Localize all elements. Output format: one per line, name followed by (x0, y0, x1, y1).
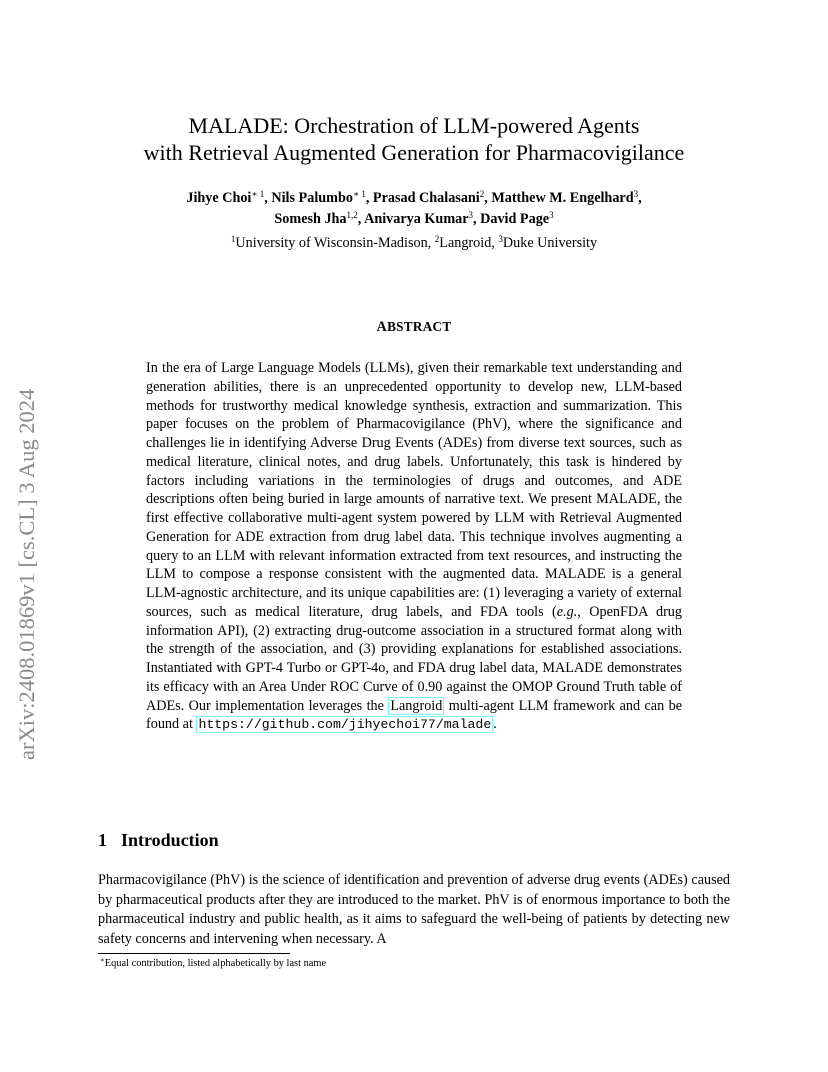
paper-title (100, 112, 728, 166)
author: Jihye Choi$^{∗ 1}$, (186, 189, 272, 206)
langroid-link[interactable]: Langroid (390, 697, 443, 714)
author: Somesh Jha$^{1,2}$, (274, 210, 365, 227)
abstract-heading: ABSTRACT (376, 319, 452, 335)
introduction-paragraph: Pharmacovigilance (PhV) is the science of identification and prevention of adverse drug events (ADEs) caused by pharmaceutical products after they are introduced to the market. PhV is of enormous importance to both the pharmaceutical industry and public health, as it aims to safeguard the well-being of patients by detecting new safety concerns and intervening when necessary. A (98, 872, 730, 947)
arxiv-identifier: arXiv:2408.01869v1 [cs.CL] 3 Aug 2024 (14, 388, 39, 760)
author-list (100, 188, 728, 230)
title-line-2: with Retrieval Augmented Generation for Pharmacovigilance (143, 140, 685, 165)
author: Prasad Chalasani$^2$, (372, 189, 492, 206)
author: David Page$^3$ (480, 210, 554, 227)
github-url-link[interactable]: https://github.com/jihyechoi77/malade (198, 717, 492, 733)
author: Nils Palumbo$^{∗ 1}$, (271, 189, 373, 206)
section-heading-introduction: 1 Introduction (98, 830, 219, 850)
affiliations: $^1$University of Wisconsin-Madison, $^2$Langroid, $^3$Duke University (230, 234, 598, 251)
footnote-divider (98, 953, 290, 954)
abstract-text: In the era of Large Language Models (LLMs), given their remarkable text understanding and generation abilities, there is an unprecedented opportunity to develop new, LLM-based methods for trustworthy medical knowledge synthesis, extraction and summarization. This paper focuses on the problem of Pharmacovigilance (PhV), where the significance and challenges lie in identifying Adverse Drug Events (ADEs) from diverse text sources, such as medical literature, clinical notes, and drug labels. Unfortunately, this task is hindered by factors including variations in the terminologies of drugs and outcomes, and ADE descriptions often being buried in large amounts of narrative text. We present MALADE, the first effective collaborative multi-agent system powered by LLM with Retrieval Augmented Generation for ADE extraction from drug label data. This technique involves augmenting a query to an LLM with relevant information extracted from text resources, and instructing the LLM to compose a response consistent with the augmented data. MALADE is a general LLM-agnostic architecture, and its unique capabilities are: (1) leveraging a variety of external sources, such as medical literature, drug labels, and FDA tools (e.g., OpenFDA drug information API), (2) extracting drug-outcome association in a structured format along with the strength of the association, and (3) providing explanations for established associations. Instantiated with GPT-4 Turbo or GPT-4o, and FDA drug label data, MALADE demonstrates its efficacy with an Area Under ROC Curve of 0.90 against the OMOP Ground Truth table of ADEs. Our implementation leverages the Langroid multi-agent LLM framework and can be found at https://github.com/jihyechoi77/malade . (146, 360, 682, 733)
footnote: ∗Equal contribution, listed alphabetically by last name (100, 956, 327, 969)
author: Anivarya Kumar$^3$, (364, 210, 481, 227)
title-line-1: MALADE: Orchestration of LLM-powered Agents (188, 113, 640, 138)
author: Matthew M. Engelhard$^3$, (491, 189, 642, 206)
